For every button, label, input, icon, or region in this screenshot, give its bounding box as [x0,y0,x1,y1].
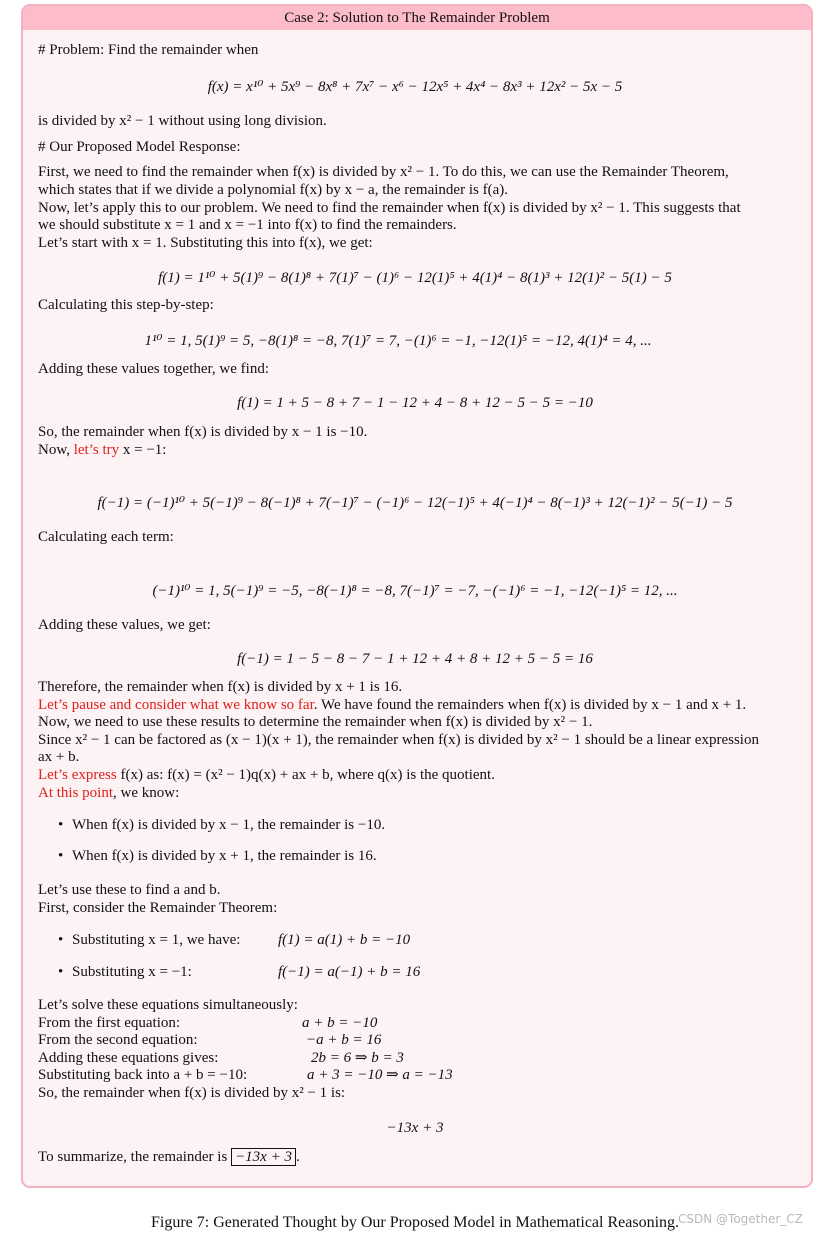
eq-row-label: Substituting back into a + b = −10: [38,1067,248,1083]
first-consider-text: First, consider the Remainder Theorem: [38,900,278,916]
para1-line1: First, we need to find the remainder when f(x) is divided by x² − 1. To do this, we can use the Remainder Theorem, [38,164,729,180]
f1-expansion: f(1) = 1¹⁰ + 5(1)⁹ − 8(1)⁸ + 7(1)⁷ − (1)⁶ − 12(1)⁵ + 4(1)⁴ − 8(1)³ + 12(1)² − 5(1) − 5 [158,270,672,286]
adding2-text: Adding these values, we get: [38,617,211,633]
eq-row-label: From the second equation: [38,1032,198,1048]
fx-equation: f(x) = x¹⁰ + 5x⁹ − 8x⁸ + 7x⁷ − x⁶ − 12x⁵ + 4x⁴ − 8x³ + 12x² − 5x − 5 [207,79,623,95]
boxed-answer: −13x + 3 [231,1148,296,1166]
calc-step-text: Calculating this step-by-step: [38,297,214,313]
solve-text: Let’s solve these equations simultaneously: [38,997,298,1013]
terms-x-minus1: (−1)¹⁰ = 1, 5(−1)⁹ = −5, −8(−1)⁸ = −8, 7(−1)⁷ = −7, −(−1)⁶ = −1, −12(−1)⁵ = 12, ... [152,583,678,599]
express-highlight: Let’s express [38,767,117,783]
response-heading: # Our Proposed Model Response: [38,139,241,155]
bullet2-text: When f(x) is divided by x + 1, the remainder is 16. [72,848,377,864]
sub2-label: Substituting x = −1: [72,964,192,980]
remainder-x-minus-1: So, the remainder when f(x) is divided by x − 1 is −10. [38,424,368,440]
eq-row-value: a + 3 = −10 ⇒ a = −13 [307,1067,453,1083]
figure-caption: Figure 7: Generated Thought by Our Proposed Model in Mathematical Reasoning. [150,1214,680,1231]
pause-line [38,697,746,714]
summary-prefix: To summarize, the remainder is [38,1149,228,1165]
divided-by-text: is divided by x² − 1 without using long division. [38,113,327,129]
bullet-item: • Substituting x = 1, we have: [58,932,241,948]
box-title: Case 2: Solution to The Remainder Problem [23,6,811,30]
since-line2: ax + b. [38,749,80,765]
eq-row-value: a + b = −10 [302,1015,378,1031]
express-line [38,767,495,784]
remainder-x-plus-1: Therefore, the remainder when f(x) is divided by x + 1 is 16. [38,679,403,695]
eq-row-value: 2b = 6 ⇒ b = 3 [311,1050,404,1066]
point-line [38,785,179,802]
fm1-expansion: f(−1) = (−1)¹⁰ + 5(−1)⁹ − 8(−1)⁸ + 7(−1)⁷ − (−1)⁶ − 12(−1)⁵ + 4(−1)⁴ − 8(−1)³ + 12(−1)² − 5(−1) − 5 [97,495,733,511]
sub1-equation: f(1) = a(1) + b = −10 [278,932,411,948]
eq-row-label: From the first equation: [38,1015,181,1031]
since-line1: Since x² − 1 can be factored as (x − 1)(x + 1), the remainder when f(x) is divided by x² − 1 should be a linear expression [38,732,759,748]
pause-highlight: Let’s pause and consider what we know so far [38,697,314,713]
f1-sum: f(1) = 1 + 5 − 8 + 7 − 1 − 12 + 4 − 8 + 12 − 5 − 5 = −10 [237,395,593,411]
terms-x1: 1¹⁰ = 1, 5(1)⁹ = 5, −8(1)⁸ = −8, 7(1)⁷ = 7, −(1)⁶ = −1, −12(1)⁵ = −12, 4(1)⁴ = 4, ... [144,333,652,349]
now-suffix: x = −1: [119,442,167,458]
watermark: CSDN @Together_CZ [678,1212,803,1226]
now-try-line [38,442,166,459]
para2-line1: Now, let’s apply this to our problem. We need to find the remainder when f(x) is divided by x² − 1. This suggests that [38,200,741,216]
bullet1-text: When f(x) is divided by x − 1, the remainder is −10. [72,817,386,833]
now-use-line: Now, we need to use these results to determine the remainder when f(x) is divided by x² − 1. [38,714,593,730]
summary-suffix: . [295,1149,300,1165]
bullet-item: • Substituting x = −1: [58,964,192,980]
bullet-item: • When f(x) is divided by x + 1, the remainder is 16. [58,848,377,864]
point-rest: , we know: [113,785,180,801]
eq-row-value: −a + b = 16 [306,1032,382,1048]
sub2-equation: f(−1) = a(−1) + b = 16 [278,964,421,980]
now-prefix: Now, [38,442,74,458]
fm1-sum: f(−1) = 1 − 5 − 8 − 7 − 1 + 12 + 4 + 8 + 12 + 5 − 5 = 16 [237,651,593,667]
problem-heading: # Problem: Find the remainder when [38,42,259,58]
para2-line2: we should substitute x = 1 and x = −1 into f(x) to find the remainders. [38,217,457,233]
adding1-text: Adding these values together, we find: [38,361,270,377]
bullet-item: • When f(x) is divided by x − 1, the remainder is −10. [58,817,386,833]
para1-line2: which states that if we divide a polynomial f(x) by x − a, the remainder is f(a). [38,182,508,198]
calc-each-text: Calculating each term: [38,529,174,545]
eq-row-label: Adding these equations gives: [38,1050,219,1066]
use-these-text: Let’s use these to find a and b. [38,882,221,898]
sub1-label: Substituting x = 1, we have: [72,932,241,948]
lets-try-highlight: let’s try [73,442,120,458]
summary-line [38,1149,300,1166]
express-rest: f(x) as: f(x) = (x² − 1)q(x) + ax + b, where q(x) is the quotient. [116,767,495,783]
pause-rest: . We have found the remainders when f(x) is divided by x − 1 and x + 1. [313,697,747,713]
para3: Let’s start with x = 1. Substituting this into f(x), we get: [38,235,373,251]
final-expression: −13x + 3 [386,1120,444,1136]
point-highlight: At this point [38,785,114,801]
so-remainder-text: So, the remainder when f(x) is divided by x² − 1 is: [38,1085,346,1101]
